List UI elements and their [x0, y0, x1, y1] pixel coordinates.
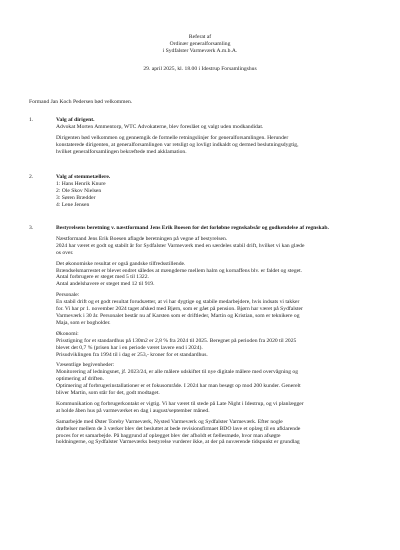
text-line: optimering af driften. — [56, 376, 104, 383]
header-subtitle: Ordinær generalforsamling — [169, 41, 231, 48]
section-body — [56, 117, 374, 156]
text-line: 4: Lene Jensen — [56, 201, 90, 208]
section-number: 1. — [29, 117, 34, 123]
text-line: drøftelser mellem de 3 værker blev det besluttet at bede revisionsfirmaet BDO lave et oplæg til en afklarende — [56, 425, 301, 432]
paragraph — [56, 181, 374, 209]
meeting-dateline: 29. april 2025, kl. 18.00 i Idestrup Forsamlingshus — [143, 66, 257, 72]
text-line: 2: Ole Skov Nielsen — [56, 187, 102, 194]
text-line: 2024 har været et godt og stabilt år for Sydfalster Varmeværk med en særdeles stabil drift, hvilket vi kan glæde — [56, 242, 305, 249]
section-number: 3. — [29, 225, 34, 231]
text-line: Varmeværk i 30 år. Personalet består nu af Karsten som er driftleder, Martin og Kristian, som er teknikere og — [56, 312, 300, 319]
text-line: os over. — [56, 249, 74, 256]
text-line: Det økonomiske resultat er også gandske tilfredsstillende. — [56, 260, 186, 267]
text-line: Næstformand Jens Erik Boesen aflagde beretningen på vegne af bestyrelsen. — [56, 235, 228, 242]
text-line: for. Vi har pr 1. november 2024 taget afsked med Bjørn, som er gået på pension. Bjørn har været på Sydfalster — [56, 306, 303, 313]
text-line: bliver Martin, som står for det, godt modtaget. — [56, 390, 160, 397]
text-line: 3: Søren Brædder — [56, 194, 96, 201]
section-body — [56, 225, 374, 446]
text-line: Antal andelshavere er steget med 12 til 919. — [56, 281, 155, 288]
subsection-label: Økonomi: — [56, 330, 79, 337]
text-line: Prisstigning for et standardhus på 130m2 er 2,8 % fra 2024 til 2025. Beregnet på perioden fra 2020 til 2025 — [56, 337, 297, 344]
paragraph — [56, 261, 374, 289]
section-heading: Valg af stemmetællere. — [56, 174, 111, 180]
paragraph — [56, 292, 374, 327]
intro-text: Formand Jan Koch Pedersen bød velkommen. — [29, 99, 133, 105]
text-line: Dirigenten bød velkommen og gennemgik de formelle retningslinjer for generalforsamlingen. Herunder — [56, 134, 289, 141]
subsection-label: Væsentlige begivenheder: — [56, 362, 115, 369]
paragraph — [56, 331, 374, 359]
text-line: Advokat Morten Ammentorp, WTC Advokaterne, blev foreslået og valgt uden modkandidat. — [56, 123, 264, 130]
text-line: Optimering af forbrugerinstallationer er et fokusområde. I 2024 har man besøgt op mod 200 kunder. Generelt — [56, 383, 301, 390]
section-number: 2. — [29, 174, 34, 180]
section-1 — [29, 117, 374, 160]
paragraph — [56, 236, 374, 257]
paragraph — [56, 362, 374, 397]
header-title: Referat af — [188, 34, 212, 40]
section-heading: Valg af dirigent. — [56, 117, 95, 123]
subsection-label: Personale: — [56, 292, 80, 299]
text-line: En stabil drift og et godt resultat forudsætter, at vi har dygtige og stabile medarbejdere, hvis indsats vi takker — [56, 299, 300, 306]
text-line: blevet det 0,7 % (prisen har i en periode været lavere end i 2024). — [56, 344, 203, 351]
text-line: hvilket generalforsamlingen bekræftede med akklamation. — [56, 148, 187, 155]
header-organization: i Sydfalster Varmeværk A.m.b.A. — [162, 48, 238, 55]
text-line: 1: Hans Henrik Knure — [56, 180, 106, 187]
paragraph — [56, 401, 374, 415]
text-line: Antal forbrugere er steget med 5 til 1322. — [56, 274, 149, 281]
section-3 — [29, 225, 374, 450]
text-line: holdningerne, og Sydfalster Varmeværks bestyrelse vurderer ikke, at der på nuværende tidspunkt er grundlag — [56, 439, 300, 446]
text-line: Prisudviklingen fra 1994 til i dag er 253,- kroner for et standardhus. — [56, 351, 208, 358]
text-line: Brændselsmarrestet er blevet endret således at mængderne mellem halm og kornaffens blv. er faldet og steget. — [56, 267, 303, 274]
text-line: konstaterede dirigenten, at generalforsamlingen var retsligt og lovligt indkaldt og dermed beslutningsdygtig, — [56, 141, 299, 148]
text-line: Monitorering af ledningsnet, jf. 2023/24, er alle målere udskiftet til nye digitale målere med overvågning og — [56, 369, 299, 376]
text-line: at holde åben hus på varmeværket en dag i august/september måned. — [56, 407, 210, 414]
document-header — [0, 34, 400, 56]
section-2 — [29, 174, 374, 213]
paragraph — [56, 124, 374, 131]
paragraph — [56, 419, 374, 447]
text-line: Kommunikation og forbrugerkontakt er vigtig. Vi har været til stede på Late Night i Idestrup, og vi planlægger — [56, 400, 304, 407]
text-line: proces for et samarbejde. På baggrund af oplægget blev der afholdt et fællesmøde, hvor man afsøgte — [56, 432, 281, 439]
paragraph — [56, 135, 374, 156]
section-heading: Bestyrelsens beretning v. næstformand Jens Erik Boesen for det forløbne regnskabsår og godkendelse af regnskab. — [56, 225, 329, 231]
text-line: Samarbejde med Øster Toreby Varmeværk, Nysted Varmeværk og Sydfalster Varmeværk. Efter nogle — [56, 418, 283, 425]
text-line: Maja, som er bogholder. — [56, 319, 111, 326]
section-body — [56, 174, 374, 209]
